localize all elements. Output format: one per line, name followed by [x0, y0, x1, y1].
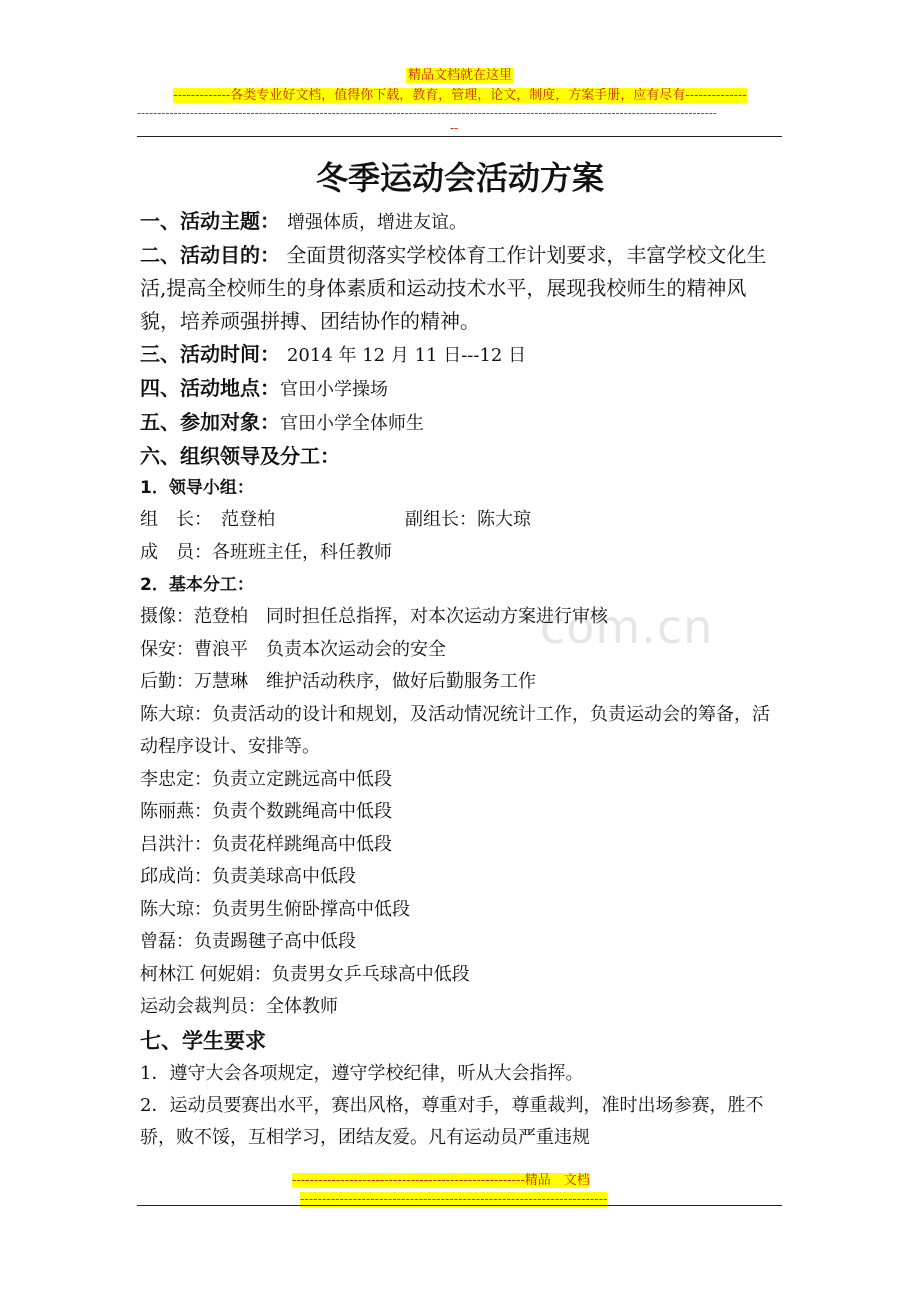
footer-banner-line2: ----------------------------------------------------------------------	[300, 1192, 608, 1207]
requirement-item: 2．运动员要赛出水平，赛出风格，尊重对手，尊重裁判，准时出场参赛，胜不骄，败不馁，互相学习，团结友爱。凡有运动员严重违规	[140, 1094, 764, 1148]
header-banner-title: 精品文档就在这里	[407, 68, 512, 83]
duty-item: 摄像：范登柏 同时担任总指挥，对本次运动方案进行审核	[140, 606, 608, 627]
header-banner-tagline: -------------各类专业好文档，值得你下载，教育，管理，论文，制度，方案手册，应有尽有--------------	[173, 88, 747, 103]
duty-item: 陈丽燕：负责个数跳绳高中低段	[140, 801, 392, 822]
section-student-requirements: 七、学生要求	[140, 1028, 266, 1053]
duty-item: 陈大琼：负责男生俯卧撑高中低段	[140, 898, 410, 920]
leadership-leader-row: 组 长： 范登柏 副组长：陈大琼	[140, 509, 531, 530]
section-time: 三、活动时间： 2014 年 12 月 11 日---12 日	[140, 342, 527, 366]
section-participants: 五、参加对象：官田小学全体师生	[140, 410, 424, 434]
duty-item: 运动会裁判员：全体教师	[140, 996, 338, 1017]
leadership-members: 成 员：各班班主任，科任教师	[140, 541, 392, 563]
section-location: 四、活动地点：官田小学操场	[140, 376, 388, 400]
footer-banner-line1: -----------------------------------------------------精品 文档	[292, 1173, 590, 1188]
duty-item: 吕洪汁：负责花样跳绳高中低段	[140, 833, 392, 855]
duty-item: 柯林江 何妮娟：负责男女乒乓球高中低段	[140, 963, 470, 985]
header-dashes: -----------------------------------------------------------------------------------------------------------------------------------------------	[137, 106, 717, 120]
section-theme: 一、活动主题： 增强体质，增进友谊。	[140, 209, 467, 233]
duty-item: 曾磊：负责踢毽子高中低段	[140, 931, 356, 952]
requirement-item: 1．遵守大会各项规定，遵守学校纪律，听从大会指挥。	[140, 1062, 584, 1084]
watermark: com.cn	[540, 600, 714, 654]
duty-item: 李忠定：负责立定跳远高中低段	[140, 768, 392, 790]
section-purpose: 二、活动目的： 全面贯彻落实学校体育工作计划要求，丰富学校文化生活,提高全校师生的身体素质和运动技术水平，展现我校师生的精神风貌，培养顽强拼搏、团结协作的精神。	[140, 243, 767, 333]
header-dashes-tail: --	[450, 121, 459, 135]
duty-item: 保安：曹浪平 负责本次运动会的安全	[140, 638, 446, 660]
footer-rule	[137, 1205, 782, 1206]
duties-heading: 2．基本分工：	[140, 575, 254, 595]
document-body	[140, 205, 785, 1154]
duty-item: 邱成尚：负责美球高中低段	[140, 866, 356, 887]
section-organization: 六、组织领导及分工：	[140, 444, 340, 468]
header-rule	[137, 136, 782, 137]
duty-item: 陈大琼：负责活动的设计和规划，及活动情况统计工作，负责运动会的筹备，活动程序设计、安排等。	[140, 703, 770, 757]
document-title: 冬季运动会活动方案	[315, 159, 604, 197]
duty-item: 后勤：万慧琳 维护活动秩序，做好后勤服务工作	[140, 671, 536, 692]
leadership-heading: 1．领导小组：	[140, 478, 254, 498]
